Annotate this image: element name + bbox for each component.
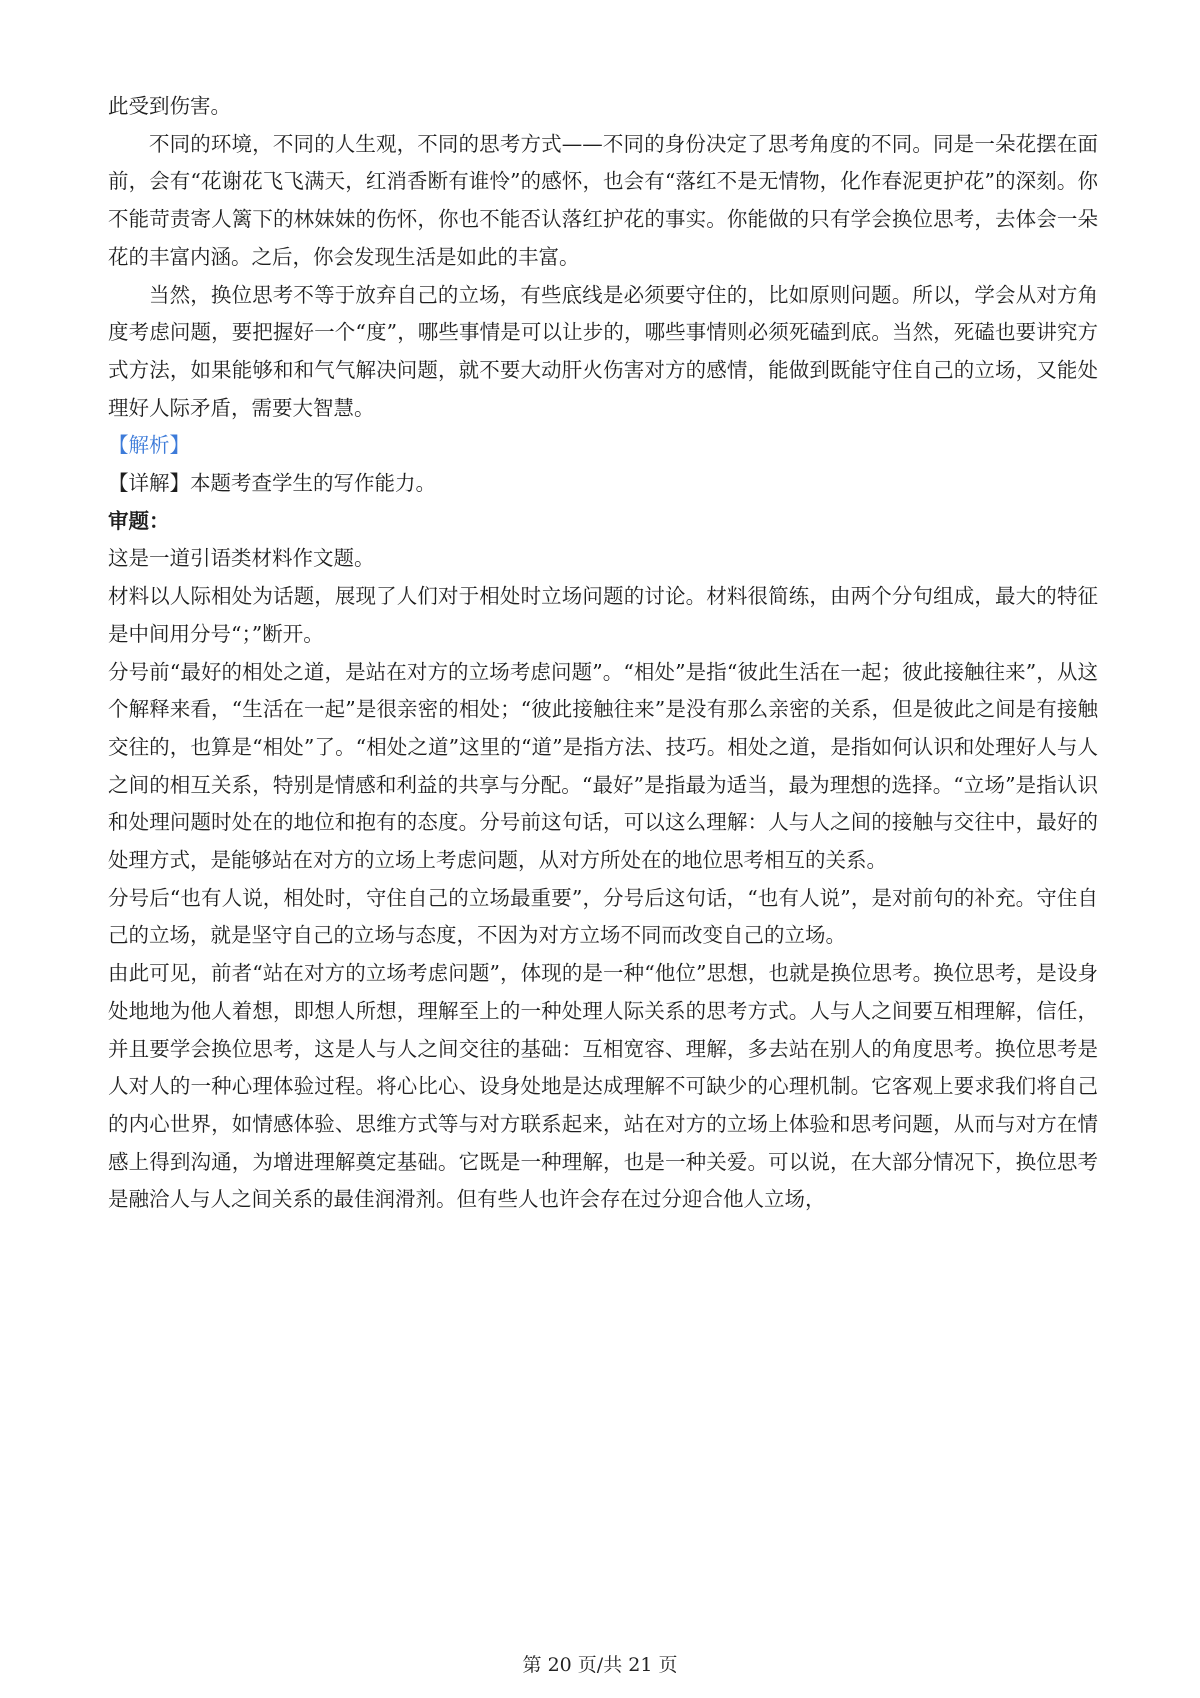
paragraph: 这是一道引语类材料作文题。 [108,546,375,571]
paragraph: 当然，换位思考不等于放弃自己的立场，有些底线是必须要守住的，比如原则问题。所以，学会从对方角度考虑问题，要把握好一个“度”，哪些事情是可以让步的，哪些事情则必须死磕到底。当然，死磕也要讲究方式方法，如果能够和和气气解决问题，就不要大动肝火伤害对方的感情，能做到既能守住自己的立场，又能处理好人际矛盾，需要大智慧。 [108,282,1098,420]
detail-paragraph: 【详解】本题考查学生的写作能力。 [108,471,436,496]
analysis-heading: 【解析】 [108,433,190,458]
paragraph: 不同的环境，不同的人生观，不同的思考方式——不同的身份决定了思考角度的不同。同是一朵花摆在面前，会有“花谢花飞飞满天，红消香断有谁怜”的感怀，也会有“落红不是无情物，化作春泥更护花”的深刻。你不能苛责寄人篱下的林妹妹的伤怀，你也不能否认落红护花的事实。你能做的只有学会换位思考，去体会一朵花的丰富内涵。之后，你会发现生活是如此的丰富。 [108,131,1098,269]
paragraph: 此受到伤害。 [108,94,231,118]
paragraph: 材料以人际相处为话题，展现了人们对于相处时立场问题的讨论。材料很简练，由两个分句组成，最大的特征是中间用分号“；”断开。 [108,584,1098,646]
section-heading: 审题： [108,508,170,533]
paragraph: 分号前“最好的相处之道，是站在对方的立场考虑问题”。“相处”是指“彼此生活在一起；彼此接触往来”，从这个解释来看，“生活在一起”是很亲密的相处；“彼此接触往来”是没有那么亲密的关系，但是彼此之间是有接触交往的，也算是“相处”了。“相处之道”这里的“道”是指方法、技巧。相处之道，是指如何认识和处理好人与人之间的相互关系，特别是情感和利益的共享与分配。“最好”是指最为适当，最为理想的选择。“立场”是指认识和处理问题时处在的地位和抱有的态度。分号前这句话，可以这么理解：人与人之间的接触与交往中，最好的处理方式，是能够站在对方的立场上考虑问题，从对方所处在的地位思考相互的关系。 [108,659,1098,873]
document-body [108,88,1098,1219]
paragraph: 分号后“也有人说，相处时，守住自己的立场最重要”，分号后这句话，“也有人说”，是对前句的补充。守住自己的立场，就是坚守自己的立场与态度，不因为对方立场不同而改变自己的立场。 [108,885,1098,948]
page-number: 第 20 页/共 21 页 [522,1654,678,1676]
paragraph: 由此可见，前者“站在对方的立场考虑问题”，体现的是一种“他位”思想，也就是换位思考。换位思考，是设身处地地为他人着想，即想人所想，理解至上的一种处理人际关系的思考方式。人与人之间要互相理解，信任，并且要学会换位思考，这是人与人之间交往的基础：互相宽容、理解，多去站在别人的角度思考。换位思考是人对人的一种心理体验过程。将心比心、设身处地是达成理解不可缺少的心理机制。它客观上要求我们将自己的内心世界，如情感体验、思维方式等与对方联系起来，站在对方的立场上体验和思考问题，从而与对方在情感上得到沟通，为增进理解奠定基础。它既是一种理解，也是一种关爱。可以说，在大部分情况下，换位思考是融洽人与人之间关系的最佳润滑剂。但有些人也许会存在过分迎合他人立场， [108,961,1098,1212]
